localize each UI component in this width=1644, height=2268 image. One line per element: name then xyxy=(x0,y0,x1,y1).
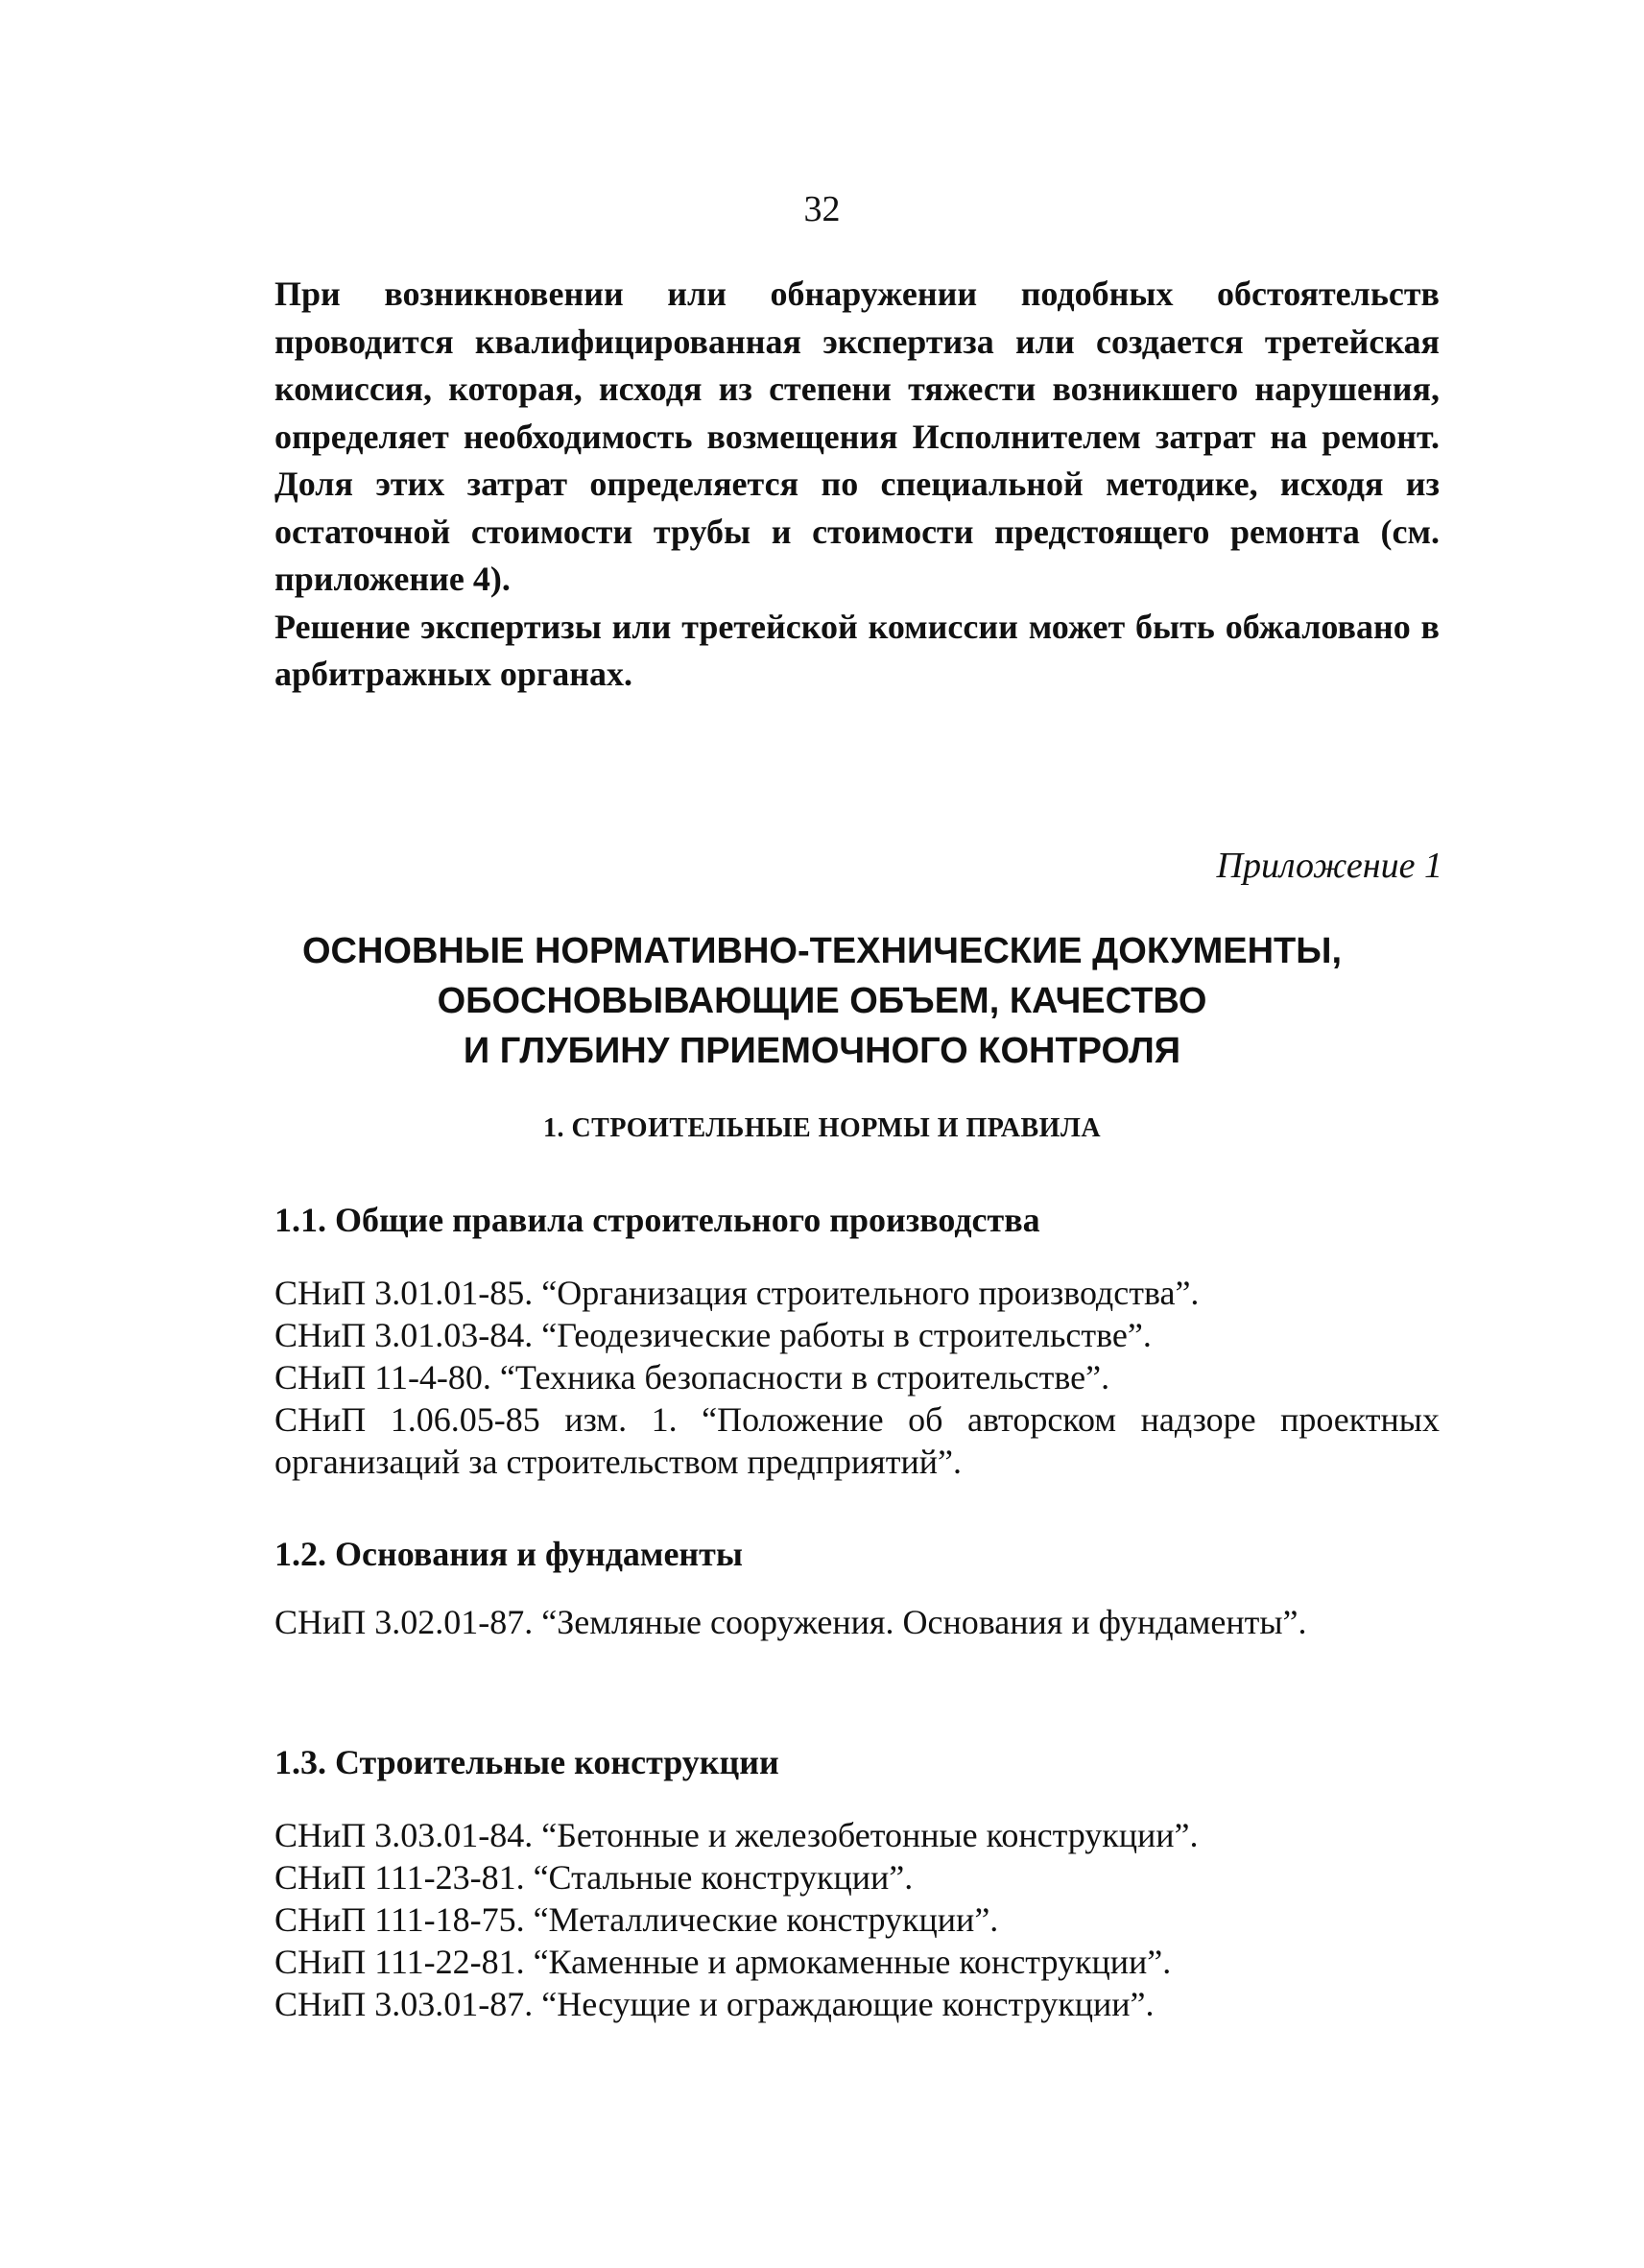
subsection-entries-1-3 xyxy=(274,1814,1440,2025)
subsection-entries-1-2 xyxy=(274,1601,1440,1643)
main-title-line-2: ОБОСНОВЫВАЮЩИЕ ОБЪЕМ, КАЧЕСТВО xyxy=(437,981,1207,1021)
subsection-title-1-2: 1.2. Основания и фундаменты xyxy=(274,1535,743,1573)
entry: СНиП 3.02.01-87. “Земляные сооружения. Основания и фундаменты”. xyxy=(274,1603,1307,1641)
main-title-line-1: ОСНОВНЫЕ НОРМАТИВНО-ТЕХНИЧЕСКИЕ ДОКУМЕНТЫ, xyxy=(301,931,1343,971)
intro-paragraph-2: Решение экспертизы или третейской комиссии может быть обжаловано в арбитражных органах. xyxy=(274,607,1440,693)
entry: СНиП 3.01.01-85. “Организация строительного производства”. xyxy=(274,1274,1200,1312)
main-title xyxy=(0,926,1644,1076)
intro-paragraph-1: При возникновении или обнаружении подобных обстоятельств проводится квалифицированная экспертиза или создается третейская комиссия, которая, исходя из степени тяжести возникшего нарушения, определяет необходимость возмещения Исполнителем затрат на ремонт. Доля этих затрат определяется по специальной методике, исходя из остаточной стоимости трубы и стоимости предстоящего ремонта (см. приложение 4). xyxy=(274,275,1440,598)
page-number: 32 xyxy=(803,189,841,229)
appendix-label: Приложение 1 xyxy=(1216,846,1442,886)
entry: СНиП 1.06.05-85 изм. 1. “Положение об авторском надзоре проектных организаций за строительством предприятий”. xyxy=(274,1400,1440,1481)
entry: СНиП 3.03.01-84. “Бетонные и железобетонные конструкции”. xyxy=(274,1816,1199,1854)
subsection-title-1-3: 1.3. Строительные конструкции xyxy=(274,1743,779,1781)
subsection-title-1-1: 1.1. Общие правила строительного производства xyxy=(274,1201,1040,1239)
entry: СНиП 3.01.03-84. “Геодезические работы в строительстве”. xyxy=(274,1316,1152,1354)
main-title-line-3: И ГЛУБИНУ ПРИЕМОЧНОГО КОНТРОЛЯ xyxy=(463,1031,1181,1071)
intro-text xyxy=(274,271,1440,699)
subsection-entries-1-1 xyxy=(274,1272,1440,1483)
entry: СНиП 3.03.01-87. “Несущие и ограждающие конструкции”. xyxy=(274,1985,1155,2023)
section-title: 1. СТРОИТЕЛЬНЫЕ НОРМЫ И ПРАВИЛА xyxy=(542,1113,1102,1143)
entry: СНиП 111-23-81. “Стальные конструкции”. xyxy=(274,1858,914,1897)
entry: СНиП 111-22-81. “Каменные и армокаменные конструкции”. xyxy=(274,1943,1172,1981)
entry: СНиП 11-4-80. “Техника безопасности в строительстве”. xyxy=(274,1358,1110,1397)
entry: СНиП 111-18-75. “Металлические конструкции”. xyxy=(274,1900,999,1939)
